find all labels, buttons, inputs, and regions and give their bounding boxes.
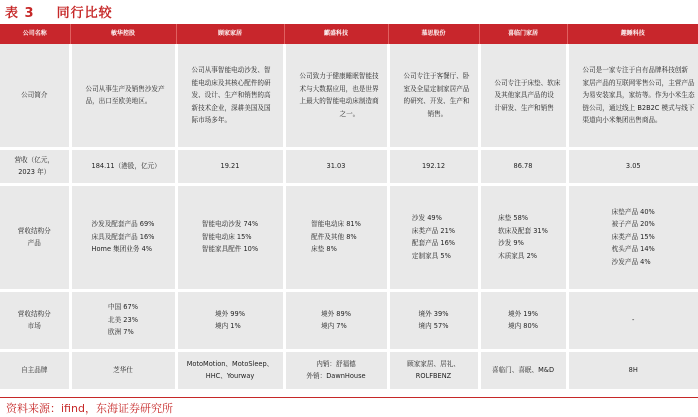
table-title bbox=[5, 2, 113, 20]
source-note: 资料来源：ifind，东海证券研究所 bbox=[6, 402, 173, 415]
table-cell: 19.21 bbox=[176, 148, 284, 184]
table-cell: 中国 67% 北美 23% 欧洲 7% bbox=[70, 290, 176, 350]
table-cell: 86.78 bbox=[479, 148, 567, 184]
header-cell: 顾家家居 bbox=[176, 24, 284, 44]
table-cell: 沙发 49% 床类产品 21% 配套产品 16% 定制家具 5% bbox=[388, 184, 479, 290]
table-row-revenue bbox=[0, 148, 698, 184]
table-cell: MotoMotion、MotoSleep、 HHC、Yourway bbox=[176, 350, 284, 390]
table-cell: 公司从事生产及销售沙发产 品，出口至欧美地区。 bbox=[70, 44, 176, 148]
table-cell: 公司专注于床垫、软床 及其他家具产品的设 计研发、生产和销售 bbox=[479, 44, 567, 148]
table-cell: 境外 89% 境内 7% bbox=[284, 290, 388, 350]
table-cell: - bbox=[567, 290, 698, 350]
table-cell: 智能电动沙发 74% 智能电动床 15% 智能家具配件 10% bbox=[176, 184, 284, 290]
table-cell: 8H bbox=[567, 350, 698, 390]
table-row-brand bbox=[0, 350, 698, 390]
row-label: 营收结构分 市场 bbox=[0, 290, 70, 350]
header-row bbox=[0, 24, 698, 44]
table-cell: 境外 99% 境内 1% bbox=[176, 290, 284, 350]
table-cell: 3.05 bbox=[567, 148, 698, 184]
table-row-product bbox=[0, 184, 698, 290]
peer-comparison-table bbox=[0, 24, 698, 392]
table-cell: 智能电动床 81% 配件及其他 8% 床垫 8% bbox=[284, 184, 388, 290]
table-cell: 床垫产品 40% 被子产品 20% 床类产品 15% 枕头产品 14% 沙发产品 4% bbox=[567, 184, 698, 290]
row-label: 营收结构分 产品 bbox=[0, 184, 70, 290]
table-cell: 芝华仕 bbox=[70, 350, 176, 390]
table-cell: 公司是一家专注于自有品牌科技创新 家居产品的互联网零售公司，主营产品 为易安装家具，家纺等。作为小米生态 链公司，通过线上 B2B2C 模式与线下 渠道向小米集团出售商品。 bbox=[567, 44, 698, 148]
header-cell: 趣睡科技 bbox=[567, 24, 698, 44]
header-cell: 麒盛科技 bbox=[284, 24, 388, 44]
table-row-market bbox=[0, 290, 698, 350]
row-label: 公司简介 bbox=[0, 44, 70, 148]
table-cell: 公司从事智能电动沙发、智 能电动床及其核心配件的研 发、设计、生产和销售的高 新技术企业，深耕美国及国 际市场多年。 bbox=[176, 44, 284, 148]
table-cell: 喜临门、喜眠、M&D bbox=[479, 350, 567, 390]
table-cell: 内销：舒福德 外销：DawnHouse bbox=[284, 350, 388, 390]
row-label: 自主品牌 bbox=[0, 350, 70, 390]
table-cell: 192.12 bbox=[388, 148, 479, 184]
table-cell: 境外 39% 境内 57% bbox=[388, 290, 479, 350]
header-cell: 喜临门家居 bbox=[479, 24, 567, 44]
table-cell: 公司专注于客餐厅、卧 室及全屋定制家居产品 的研究、开发、生产和 销售。 bbox=[388, 44, 479, 148]
table-cell: 184.11（港股，亿元） bbox=[70, 148, 176, 184]
table-cell: 31.03 bbox=[284, 148, 388, 184]
footer-divider bbox=[0, 397, 698, 398]
table-label: 表 3 bbox=[5, 6, 35, 21]
header-cell: 敏华控股 bbox=[70, 24, 176, 44]
table-cell: 沙发及配套产品 69% 床具及配套产品 16% Home 集团业务 4% bbox=[70, 184, 176, 290]
table-cell: 顾家家居、居礼、 ROLFBENZ bbox=[388, 350, 479, 390]
header-cell: 公司名称 bbox=[0, 24, 70, 44]
table-cell: 公司致力于健康睡眠智能技 术与大数据应用，也是世界 上最大的智能电动床制造商 之一。 bbox=[284, 44, 388, 148]
row-label: 营收（亿元， 2023 年） bbox=[0, 148, 70, 184]
table-cell: 境外 19% 境内 80% bbox=[479, 290, 567, 350]
table-cell: 床垫 58% 软床及配套 31% 沙发 9% 木质家具 2% bbox=[479, 184, 567, 290]
table-row-profile bbox=[0, 44, 698, 148]
table-title-text: 同行比较 bbox=[56, 6, 113, 21]
header-cell: 慕思股份 bbox=[388, 24, 479, 44]
